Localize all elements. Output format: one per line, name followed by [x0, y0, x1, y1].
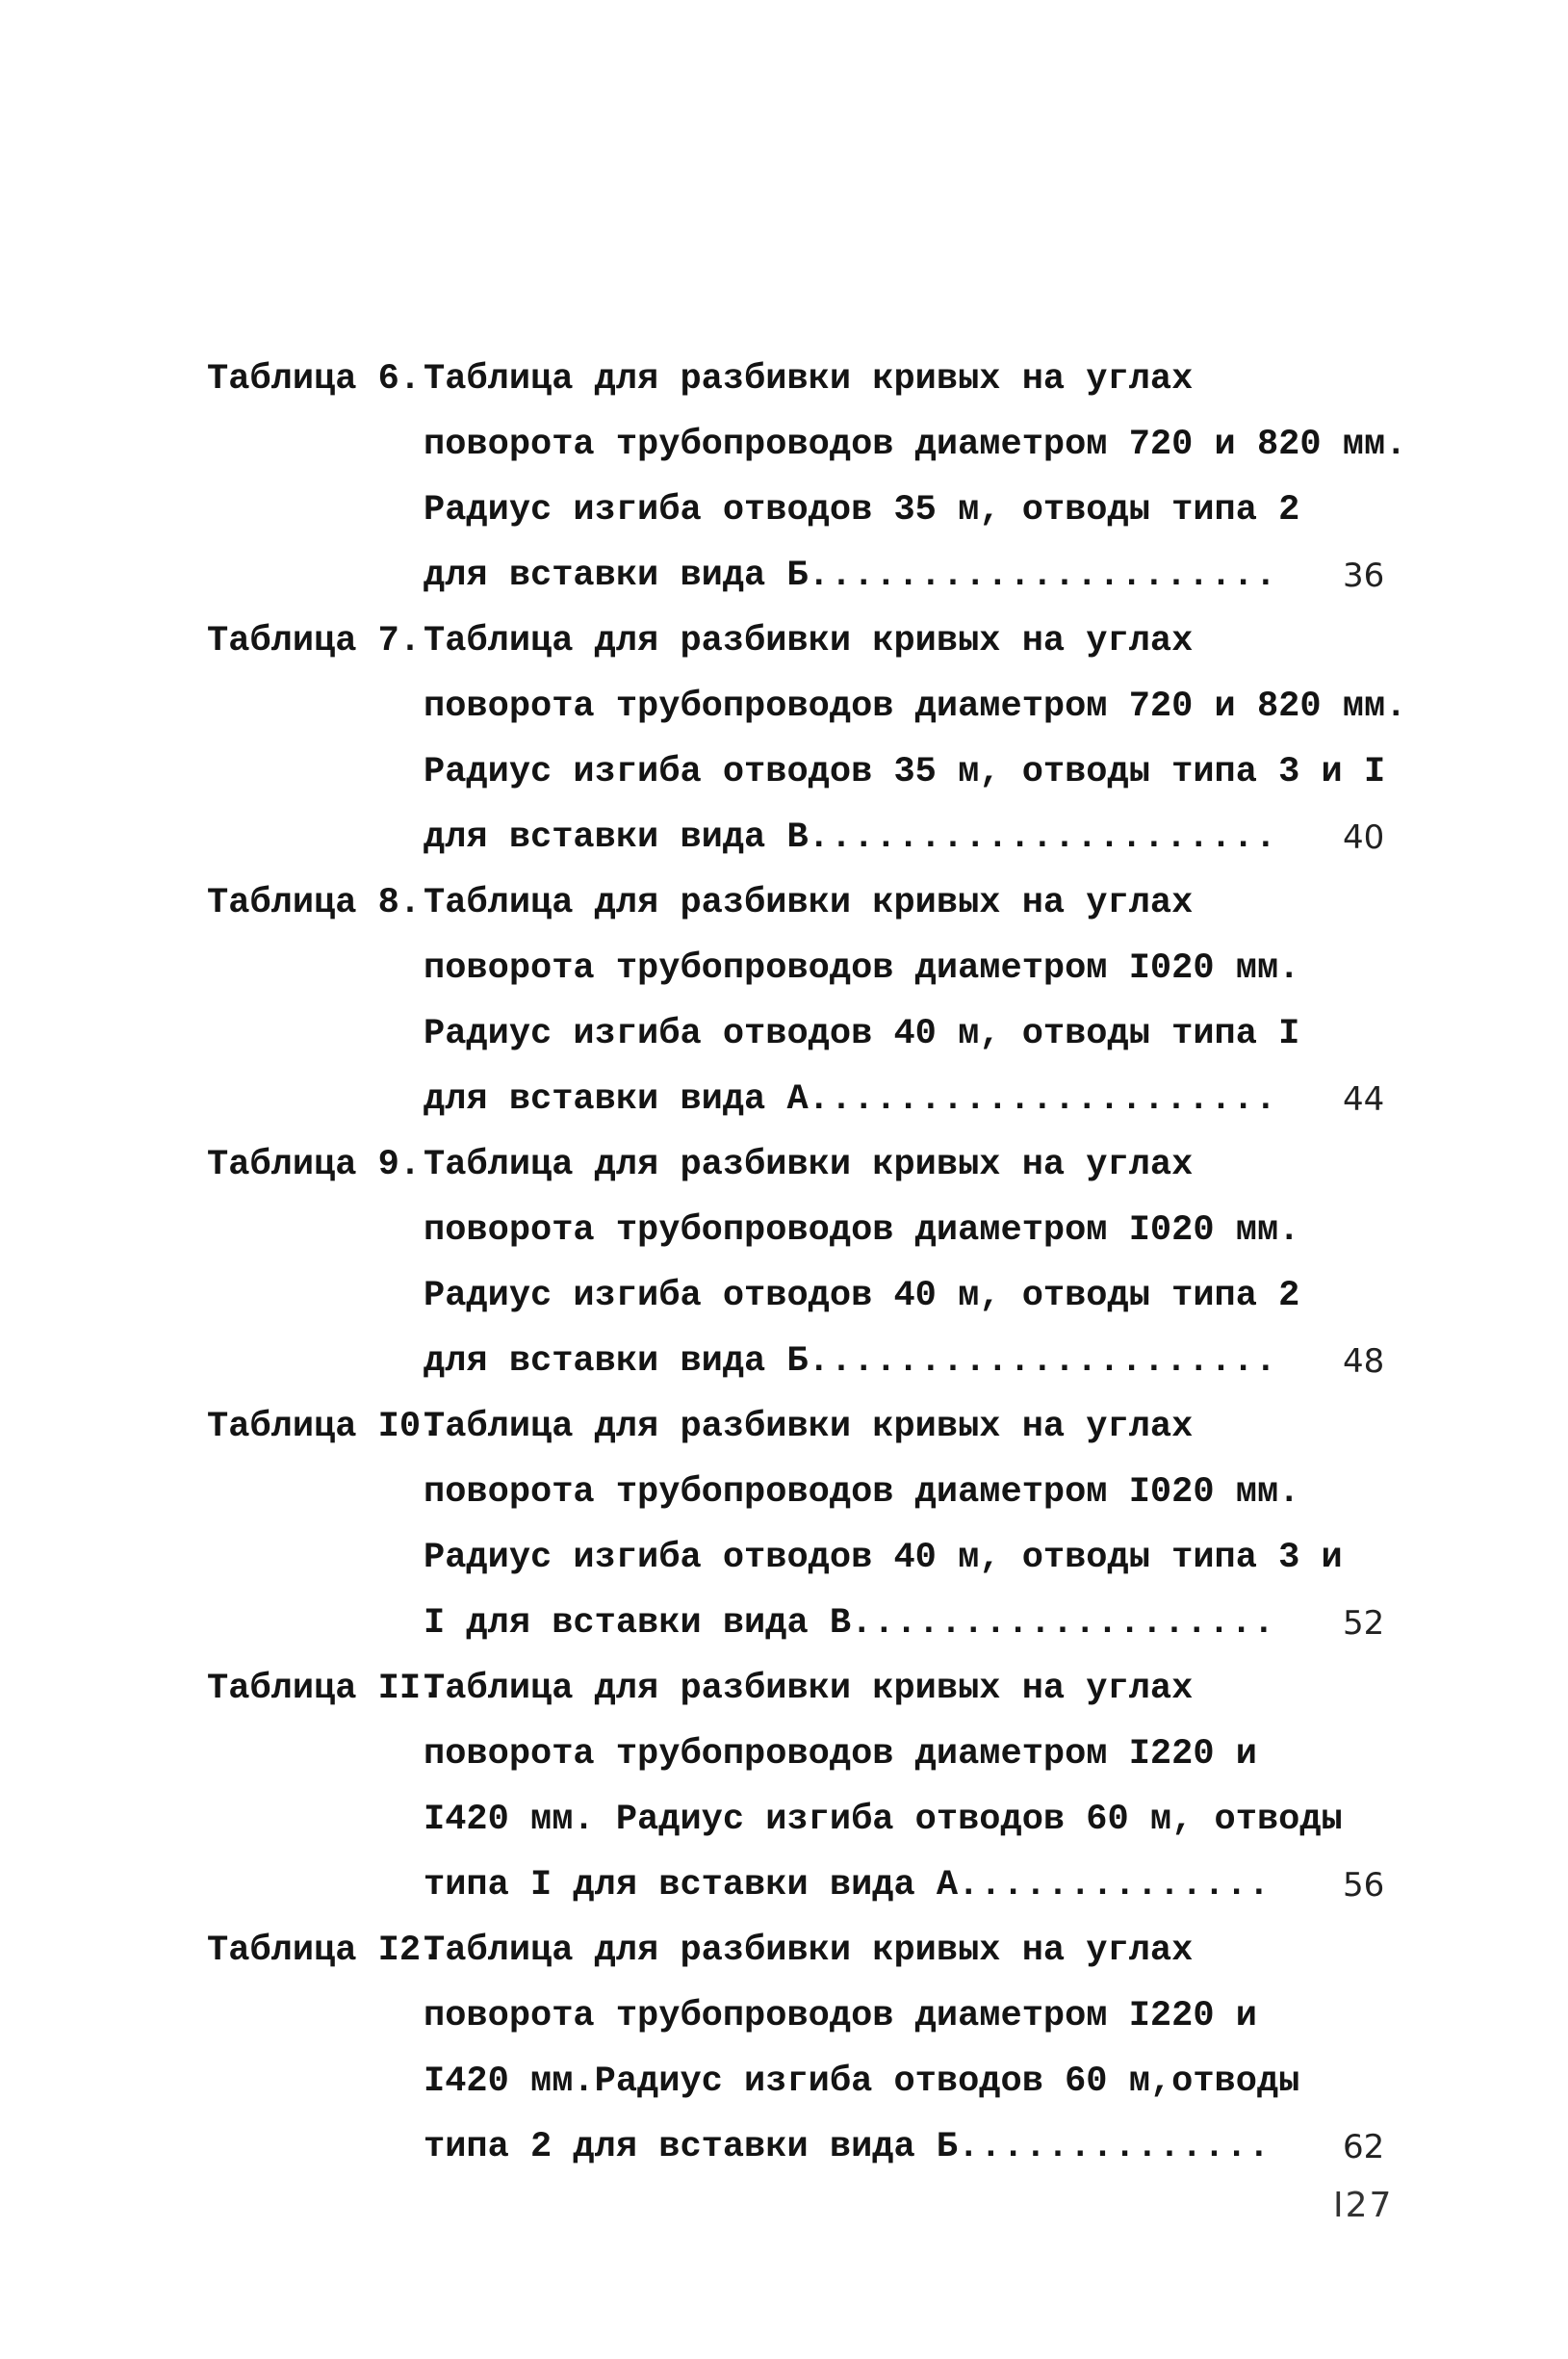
- toc-entry-page: 44: [1343, 1080, 1385, 1119]
- toc-entry-page: 40: [1343, 818, 1385, 857]
- toc-entry-text-content: поворота трубопроводов диаметром I020 мм.: [424, 948, 1300, 989]
- toc-entry-text-content: Таблица для разбивки кривых на углах: [424, 1407, 1194, 1447]
- toc-entry-text: [424, 936, 1299, 1001]
- toc-leader-dots: ...................: [851, 1603, 1275, 1644]
- toc-entry-label: Таблица 6.: [207, 359, 422, 400]
- toc-entry-text: [424, 478, 1299, 543]
- toc-entry-text-content: Таблица для разбивки кривых на углах: [424, 1669, 1194, 1709]
- toc-entry-text-content: поворота трубопроводов диаметром I020 мм.: [424, 1210, 1300, 1251]
- toc-entry-text: [424, 1067, 1277, 1132]
- toc-entry-line: [207, 870, 1420, 936]
- toc-entry: [207, 1132, 1420, 1394]
- toc-leader-dots: ..............: [958, 1865, 1271, 1905]
- toc-entry-page: 36: [1343, 557, 1385, 595]
- toc-entry-text-content: I для вставки вида В: [424, 1603, 852, 1644]
- toc-entry-line: [207, 347, 1420, 412]
- toc-entry-text: [424, 2114, 1271, 2180]
- toc-entry-text-content: для вставки вида А: [424, 1079, 809, 1120]
- toc-entry-text-content: Радиус изгиба отводов 40 м, отводы типа 3 и: [424, 1538, 1343, 1578]
- toc-entry-line: [207, 1198, 1420, 1263]
- toc-entry: [207, 870, 1420, 1132]
- toc-entry-text-content: Таблица для разбивки кривых на углах: [424, 359, 1194, 400]
- toc-entry-line: [207, 1263, 1420, 1329]
- toc-entry-text: [424, 1918, 1193, 1983]
- toc-leader-dots: .....................: [808, 1079, 1277, 1120]
- toc-entry-text-content: I420 мм. Радиус изгиба отводов 60 м, отводы: [424, 1800, 1343, 1840]
- toc-entry-line: [207, 543, 1420, 609]
- toc-entry-text-content: типа I для вставки вида А: [424, 1865, 959, 1905]
- toc-entry-line: [207, 1787, 1420, 1853]
- toc-entry-text: [424, 609, 1193, 674]
- toc-entry-text: [424, 739, 1385, 805]
- page-number: I27: [1333, 2186, 1394, 2225]
- toc-entry-label: Таблица 9.: [207, 1145, 422, 1185]
- toc-entry-text-content: типа 2 для вставки вида Б: [424, 2127, 959, 2167]
- toc-entry-text: [424, 2049, 1299, 2114]
- toc-entry-text: [424, 412, 1406, 478]
- toc-entry-text: [424, 1132, 1193, 1198]
- toc-entry-line: [207, 1525, 1420, 1591]
- toc-entry-line: [207, 674, 1420, 739]
- toc-leader-dots: .....................: [808, 556, 1277, 596]
- toc-entry-text-content: Радиус изгиба отводов 35 м, отводы типа 3 и I: [424, 752, 1386, 792]
- toc-entry-page: 62: [1343, 2128, 1385, 2166]
- toc-entry-label: Таблица 7.: [207, 621, 422, 661]
- toc-entry-text: [424, 1525, 1343, 1591]
- toc-entry-line: [207, 805, 1420, 870]
- toc-entry-page: 56: [1343, 1866, 1385, 1905]
- toc-entry-text: [424, 674, 1406, 739]
- toc-entry-text: [424, 1001, 1299, 1067]
- toc-entry-text: [424, 1394, 1193, 1460]
- toc-entry: [207, 347, 1420, 609]
- table-of-contents: [207, 347, 1420, 2180]
- toc-entry-text-content: Радиус изгиба отводов 40 м, отводы типа 2: [424, 1276, 1300, 1316]
- toc-entry-line: [207, 1067, 1420, 1132]
- toc-entry-line: [207, 609, 1420, 674]
- toc-entry-text: [424, 543, 1277, 609]
- toc-entry-line: [207, 1722, 1420, 1787]
- toc-entry-line: [207, 1394, 1420, 1460]
- toc-entry-line: [207, 739, 1420, 805]
- toc-entry-text-content: для вставки вида Б: [424, 556, 809, 596]
- toc-leader-dots: ..............: [958, 2127, 1271, 2167]
- toc-entry-text-content: поворота трубопроводов диаметром I020 мм.: [424, 1472, 1300, 1513]
- toc-entry-text: [424, 1198, 1299, 1263]
- toc-entry-text: [424, 1983, 1257, 2049]
- toc-entry-text-content: Радиус изгиба отводов 35 м, отводы типа 2: [424, 490, 1300, 531]
- toc-entry-line: [207, 1460, 1420, 1525]
- toc-entry-text: [424, 1853, 1271, 1918]
- toc-entry-text-content: поворота трубопроводов диаметром I220 и: [424, 1996, 1257, 2036]
- toc-leader-dots: .....................: [808, 817, 1277, 858]
- toc-entry-line: [207, 936, 1420, 1001]
- toc-entry-text: [424, 1460, 1299, 1525]
- toc-entry-line: [207, 412, 1420, 478]
- toc-entry-line: [207, 2114, 1420, 2180]
- toc-entry-label: Таблица I0.: [207, 1407, 443, 1447]
- toc-entry-line: [207, 1853, 1420, 1918]
- toc-entry: [207, 1394, 1420, 1656]
- toc-entry-line: [207, 2049, 1420, 2114]
- toc-entry-text-content: Радиус изгиба отводов 40 м, отводы типа I: [424, 1014, 1300, 1054]
- toc-entry-line: [207, 1132, 1420, 1198]
- toc-entry-label: Таблица 8.: [207, 883, 422, 923]
- toc-entry-text: [424, 347, 1193, 412]
- toc-entry-line: [207, 1918, 1420, 1983]
- toc-entry-label: Таблица II.: [207, 1669, 443, 1709]
- toc-leader-dots: .....................: [808, 1341, 1277, 1382]
- toc-entry: [207, 1656, 1420, 1918]
- toc-entry-text: [424, 870, 1193, 936]
- toc-entry-text-content: для вставки вида В: [424, 817, 809, 858]
- toc-entry-text: [424, 805, 1277, 870]
- toc-entry-line: [207, 1329, 1420, 1394]
- toc-entry-text-content: поворота трубопроводов диаметром 720 и 820 мм.: [424, 425, 1407, 465]
- toc-entry-label: Таблица I2.: [207, 1931, 443, 1971]
- toc-entry-line: [207, 1591, 1420, 1656]
- toc-entry-text: [424, 1787, 1343, 1853]
- toc-entry-text: [424, 1329, 1277, 1394]
- toc-entry-page: 48: [1343, 1342, 1385, 1381]
- toc-entry-text-content: Таблица для разбивки кривых на углах: [424, 1145, 1194, 1185]
- toc-entry-text-content: поворота трубопроводов диаметром 720 и 820 мм.: [424, 687, 1407, 727]
- toc-entry-text-content: I420 мм.Радиус изгиба отводов 60 м,отводы: [424, 2061, 1300, 2102]
- toc-entry-text-content: поворота трубопроводов диаметром I220 и: [424, 1734, 1257, 1775]
- toc-entry: [207, 609, 1420, 870]
- toc-entry: [207, 1918, 1420, 2180]
- toc-entry-text: [424, 1722, 1257, 1787]
- toc-entry-line: [207, 478, 1420, 543]
- toc-entry-text-content: Таблица для разбивки кривых на углах: [424, 883, 1194, 923]
- toc-entry-text: [424, 1591, 1275, 1656]
- toc-entry-text-content: Таблица для разбивки кривых на углах: [424, 1931, 1194, 1971]
- toc-entry-text: [424, 1263, 1299, 1329]
- toc-entry-text-content: Таблица для разбивки кривых на углах: [424, 621, 1194, 661]
- toc-entry-text-content: для вставки вида Б: [424, 1341, 809, 1382]
- toc-entry-line: [207, 1983, 1420, 2049]
- toc-entry-text: [424, 1656, 1193, 1722]
- toc-entry-line: [207, 1001, 1420, 1067]
- toc-entry-line: [207, 1656, 1420, 1722]
- toc-entry-page: 52: [1343, 1604, 1385, 1643]
